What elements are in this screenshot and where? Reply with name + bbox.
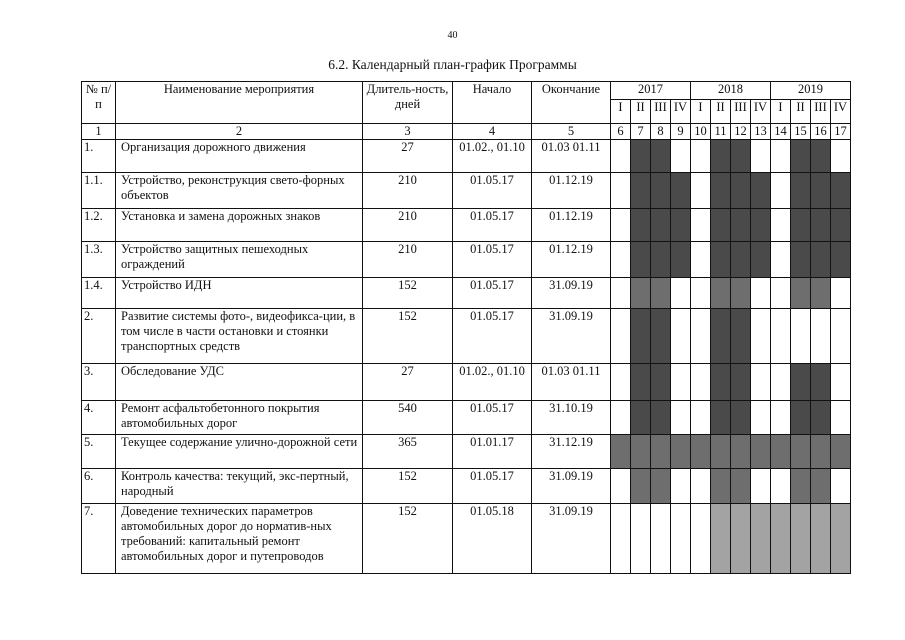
schedule-cell-filled <box>831 242 851 278</box>
start-date: 01.05.17 <box>453 469 532 504</box>
schedule-cell-filled <box>631 278 651 309</box>
schedule-cell-empty <box>751 140 771 173</box>
table-row <box>82 309 851 364</box>
row-number: 1. <box>82 140 116 173</box>
schedule-cell-filled <box>811 401 831 435</box>
schedule-cell-filled <box>811 364 831 401</box>
row-number: 7. <box>82 504 116 574</box>
schedule-cell-empty <box>671 504 691 574</box>
schedule-cell-filled <box>631 309 651 364</box>
column-number: 13 <box>751 124 771 140</box>
header-quarter: IV <box>751 100 771 124</box>
schedule-cell-filled <box>631 435 651 469</box>
schedule-cell-filled <box>631 173 651 209</box>
schedule-cell-empty <box>671 140 691 173</box>
schedule-cell-filled <box>791 173 811 209</box>
table-row <box>82 504 851 574</box>
row-number: 4. <box>82 401 116 435</box>
header-quarter: II <box>791 100 811 124</box>
schedule-cell-filled <box>631 364 651 401</box>
schedule-cell-empty <box>831 364 851 401</box>
row-number: 6. <box>82 469 116 504</box>
start-date: 01.05.17 <box>453 209 532 242</box>
schedule-cell-filled <box>711 469 731 504</box>
header-quarter: II <box>711 100 731 124</box>
schedule-cell-empty <box>631 504 651 574</box>
column-number: 4 <box>453 124 532 140</box>
activity-name: Устройство ИДН <box>116 278 363 309</box>
schedule-cell-filled <box>651 140 671 173</box>
schedule-cell-empty <box>691 278 711 309</box>
schedule-cell-empty <box>651 504 671 574</box>
schedule-cell-filled <box>811 209 831 242</box>
schedule-cell-filled <box>711 209 731 242</box>
schedule-cell-filled <box>631 209 651 242</box>
schedule-cell-empty <box>691 309 711 364</box>
schedule-cell-filled <box>671 209 691 242</box>
end-date: 31.09.19 <box>532 469 611 504</box>
column-number: 10 <box>691 124 711 140</box>
duration-cell: 152 <box>363 278 453 309</box>
schedule-cell-filled <box>751 209 771 242</box>
header-quarter: I <box>771 100 791 124</box>
schedule-cell-empty <box>671 401 691 435</box>
schedule-cell-empty <box>611 140 631 173</box>
schedule-cell-filled <box>731 364 751 401</box>
schedule-cell-empty <box>691 140 711 173</box>
column-number: 12 <box>731 124 751 140</box>
schedule-cell-empty <box>751 469 771 504</box>
schedule-cell-empty <box>831 469 851 504</box>
schedule-cell-filled <box>711 364 731 401</box>
schedule-cell-filled <box>651 242 671 278</box>
schedule-cell-empty <box>751 364 771 401</box>
schedule-cell-filled <box>751 173 771 209</box>
column-number: 16 <box>811 124 831 140</box>
schedule-cell-empty <box>771 401 791 435</box>
end-date: 31.10.19 <box>532 401 611 435</box>
row-number: 5. <box>82 435 116 469</box>
schedule-cell-empty <box>611 309 631 364</box>
column-number: 11 <box>711 124 731 140</box>
schedule-cell-empty <box>751 309 771 364</box>
schedule-cell-filled <box>711 278 731 309</box>
schedule-cell-filled <box>711 504 731 574</box>
schedule-cell-empty <box>611 364 631 401</box>
schedule-cell-empty <box>611 278 631 309</box>
schedule-cell-filled <box>751 504 771 574</box>
activity-name: Ремонт асфальтобетонного покрытия автомобильных дорог <box>116 401 363 435</box>
schedule-cell-filled <box>831 504 851 574</box>
schedule-cell-filled <box>651 309 671 364</box>
column-number: 6 <box>611 124 631 140</box>
schedule-cell-empty <box>671 364 691 401</box>
schedule-cell-empty <box>771 173 791 209</box>
schedule-cell-filled <box>631 401 651 435</box>
duration-cell: 152 <box>363 504 453 574</box>
schedule-cell-filled <box>831 435 851 469</box>
schedule-cell-filled <box>831 209 851 242</box>
end-date: 01.12.19 <box>532 242 611 278</box>
end-date: 01.03 01.11 <box>532 140 611 173</box>
column-number: 3 <box>363 124 453 140</box>
schedule-cell-filled <box>731 401 751 435</box>
schedule-cell-filled <box>711 242 731 278</box>
schedule-cell-empty <box>831 401 851 435</box>
header-quarter: II <box>631 100 651 124</box>
schedule-cell-filled <box>651 209 671 242</box>
schedule-cell-filled <box>731 469 751 504</box>
schedule-cell-filled <box>711 435 731 469</box>
schedule-cell-filled <box>731 140 751 173</box>
schedule-cell-filled <box>631 242 651 278</box>
duration-cell: 27 <box>363 364 453 401</box>
page-number: 40 <box>447 30 458 41</box>
schedule-cell-filled <box>791 140 811 173</box>
schedule-cell-filled <box>711 309 731 364</box>
schedule-cell-empty <box>751 278 771 309</box>
schedule-cell-filled <box>771 504 791 574</box>
duration-cell: 210 <box>363 209 453 242</box>
table-row <box>82 401 851 435</box>
schedule-cell-filled <box>711 140 731 173</box>
schedule-cell-filled <box>791 469 811 504</box>
schedule-cell-empty <box>691 209 711 242</box>
schedule-cell-filled <box>771 435 791 469</box>
header-quarter: I <box>691 100 711 124</box>
schedule-cell-empty <box>611 173 631 209</box>
schedule-cell-filled <box>791 278 811 309</box>
schedule-cell-empty <box>691 242 711 278</box>
schedule-cell-filled <box>731 209 751 242</box>
schedule-cell-filled <box>811 242 831 278</box>
row-number: 3. <box>82 364 116 401</box>
schedule-cell-filled <box>731 435 751 469</box>
row-number: 1.1. <box>82 173 116 209</box>
table-row <box>82 173 851 209</box>
end-date: 31.09.19 <box>532 309 611 364</box>
schedule-cell-filled <box>651 364 671 401</box>
column-number: 14 <box>771 124 791 140</box>
schedule-cell-empty <box>771 469 791 504</box>
schedule-cell-empty <box>691 401 711 435</box>
schedule-cell-empty <box>771 209 791 242</box>
header-end: Окончание <box>532 82 611 124</box>
duration-cell: 27 <box>363 140 453 173</box>
header-quarter: III <box>651 100 671 124</box>
start-date: 01.05.17 <box>453 278 532 309</box>
activity-name: Установка и замена дорожных знаков <box>116 209 363 242</box>
duration-cell: 365 <box>363 435 453 469</box>
schedule-cell-filled <box>811 173 831 209</box>
schedule-cell-empty <box>691 173 711 209</box>
schedule-cell-filled <box>691 435 711 469</box>
header-year-2018: 2018 <box>691 82 771 100</box>
schedule-cell-filled <box>651 401 671 435</box>
column-number: 17 <box>831 124 851 140</box>
table-row <box>82 209 851 242</box>
header-duration: Длитель-ность, дней <box>363 82 453 124</box>
column-number: 7 <box>631 124 651 140</box>
schedule-cell-empty <box>611 209 631 242</box>
schedule-cell-empty <box>691 364 711 401</box>
page-title: 6.2. Календарный план-график Программы <box>328 57 577 72</box>
schedule-cell-filled <box>671 173 691 209</box>
schedule-cell-filled <box>631 469 651 504</box>
activity-name: Организация дорожного движения <box>116 140 363 173</box>
header-quarter: III <box>731 100 751 124</box>
schedule-cell-filled <box>651 278 671 309</box>
schedule-cell-empty <box>611 242 631 278</box>
end-date: 01.03 01.11 <box>532 364 611 401</box>
schedule-cell-filled <box>731 242 751 278</box>
schedule-cell-filled <box>731 173 751 209</box>
schedule-cell-empty <box>611 469 631 504</box>
schedule-cell-filled <box>811 435 831 469</box>
schedule-cell-filled <box>611 435 631 469</box>
duration-cell: 210 <box>363 242 453 278</box>
schedule-cell-filled <box>791 242 811 278</box>
end-date: 31.09.19 <box>532 278 611 309</box>
schedule-cell-empty <box>771 278 791 309</box>
schedule-cell-filled <box>791 209 811 242</box>
column-number: 2 <box>116 124 363 140</box>
schedule-cell-filled <box>751 242 771 278</box>
start-date: 01.05.17 <box>453 401 532 435</box>
header-name: Наименование мероприятия <box>116 82 363 124</box>
schedule-cell-empty <box>771 140 791 173</box>
schedule-cell-empty <box>671 469 691 504</box>
schedule-table <box>81 81 851 574</box>
end-date: 31.09.19 <box>532 504 611 574</box>
schedule-cell-empty <box>771 309 791 364</box>
schedule-cell-filled <box>791 435 811 469</box>
start-date: 01.02., 01.10 <box>453 140 532 173</box>
header-year-2017: 2017 <box>611 82 691 100</box>
schedule-cell-empty <box>831 278 851 309</box>
activity-name: Текущее содержание улично-дорожной сети <box>116 435 363 469</box>
schedule-cell-filled <box>811 469 831 504</box>
row-number: 1.3. <box>82 242 116 278</box>
column-number: 15 <box>791 124 811 140</box>
schedule-cell-filled <box>811 140 831 173</box>
row-number: 1.2. <box>82 209 116 242</box>
schedule-cell-empty <box>691 504 711 574</box>
column-number: 9 <box>671 124 691 140</box>
schedule-cell-empty <box>671 278 691 309</box>
start-date: 01.01.17 <box>453 435 532 469</box>
column-number: 8 <box>651 124 671 140</box>
schedule-cell-empty <box>791 309 811 364</box>
activity-name: Устройство, реконструкция свето-форных объектов <box>116 173 363 209</box>
schedule-cell-filled <box>651 435 671 469</box>
row-number: 2. <box>82 309 116 364</box>
duration-cell: 540 <box>363 401 453 435</box>
schedule-cell-empty <box>611 401 631 435</box>
header-year-2019: 2019 <box>771 82 851 100</box>
table-row <box>82 242 851 278</box>
start-date: 01.05.18 <box>453 504 532 574</box>
header-num: № п/п <box>82 82 116 124</box>
row-number: 1.4. <box>82 278 116 309</box>
table-row <box>82 140 851 173</box>
table-row <box>82 278 851 309</box>
schedule-cell-filled <box>731 278 751 309</box>
schedule-cell-empty <box>831 140 851 173</box>
activity-name: Развитие системы фото-, видеофикса-ции, в том числе в части остановки и стоянки транспортных средств <box>116 309 363 364</box>
table-row <box>82 435 851 469</box>
schedule-cell-filled <box>671 435 691 469</box>
schedule-cell-empty <box>811 309 831 364</box>
schedule-cell-empty <box>671 309 691 364</box>
schedule-cell-filled <box>731 504 751 574</box>
schedule-cell-empty <box>611 504 631 574</box>
header-quarter: I <box>611 100 631 124</box>
schedule-cell-filled <box>791 401 811 435</box>
column-number: 5 <box>532 124 611 140</box>
schedule-cell-filled <box>711 173 731 209</box>
end-date: 01.12.19 <box>532 173 611 209</box>
table-row <box>82 469 851 504</box>
schedule-cell-empty <box>771 364 791 401</box>
schedule-cell-filled <box>751 435 771 469</box>
activity-name: Устройство защитных пешеходных ограждений <box>116 242 363 278</box>
duration-cell: 152 <box>363 469 453 504</box>
schedule-cell-filled <box>651 469 671 504</box>
schedule-cell-empty <box>771 242 791 278</box>
schedule-cell-empty <box>751 401 771 435</box>
schedule-cell-filled <box>631 140 651 173</box>
start-date: 01.05.17 <box>453 309 532 364</box>
schedule-cell-filled <box>811 504 831 574</box>
schedule-cell-filled <box>731 309 751 364</box>
schedule-cell-filled <box>671 242 691 278</box>
activity-name: Доведение технических параметров автомобильных дорог до норматив-ных требований: капитальный ремонт автомобильных дорог и путепроводов <box>116 504 363 574</box>
start-date: 01.05.17 <box>453 242 532 278</box>
table-row <box>82 364 851 401</box>
schedule-cell-empty <box>831 309 851 364</box>
activity-name: Контроль качества: текущий, экс-пертный, народный <box>116 469 363 504</box>
activity-name: Обследование УДС <box>116 364 363 401</box>
schedule-cell-filled <box>791 504 811 574</box>
schedule-cell-filled <box>811 278 831 309</box>
schedule-cell-filled <box>711 401 731 435</box>
schedule-cell-filled <box>831 173 851 209</box>
duration-cell: 210 <box>363 173 453 209</box>
schedule-cell-filled <box>651 173 671 209</box>
schedule-cell-filled <box>791 364 811 401</box>
header-start: Начало <box>453 82 532 124</box>
end-date: 01.12.19 <box>532 209 611 242</box>
start-date: 01.05.17 <box>453 173 532 209</box>
start-date: 01.02., 01.10 <box>453 364 532 401</box>
header-quarter: IV <box>671 100 691 124</box>
duration-cell: 152 <box>363 309 453 364</box>
column-number: 1 <box>82 124 116 140</box>
end-date: 31.12.19 <box>532 435 611 469</box>
schedule-cell-empty <box>691 469 711 504</box>
header-quarter: IV <box>831 100 851 124</box>
header-quarter: III <box>811 100 831 124</box>
